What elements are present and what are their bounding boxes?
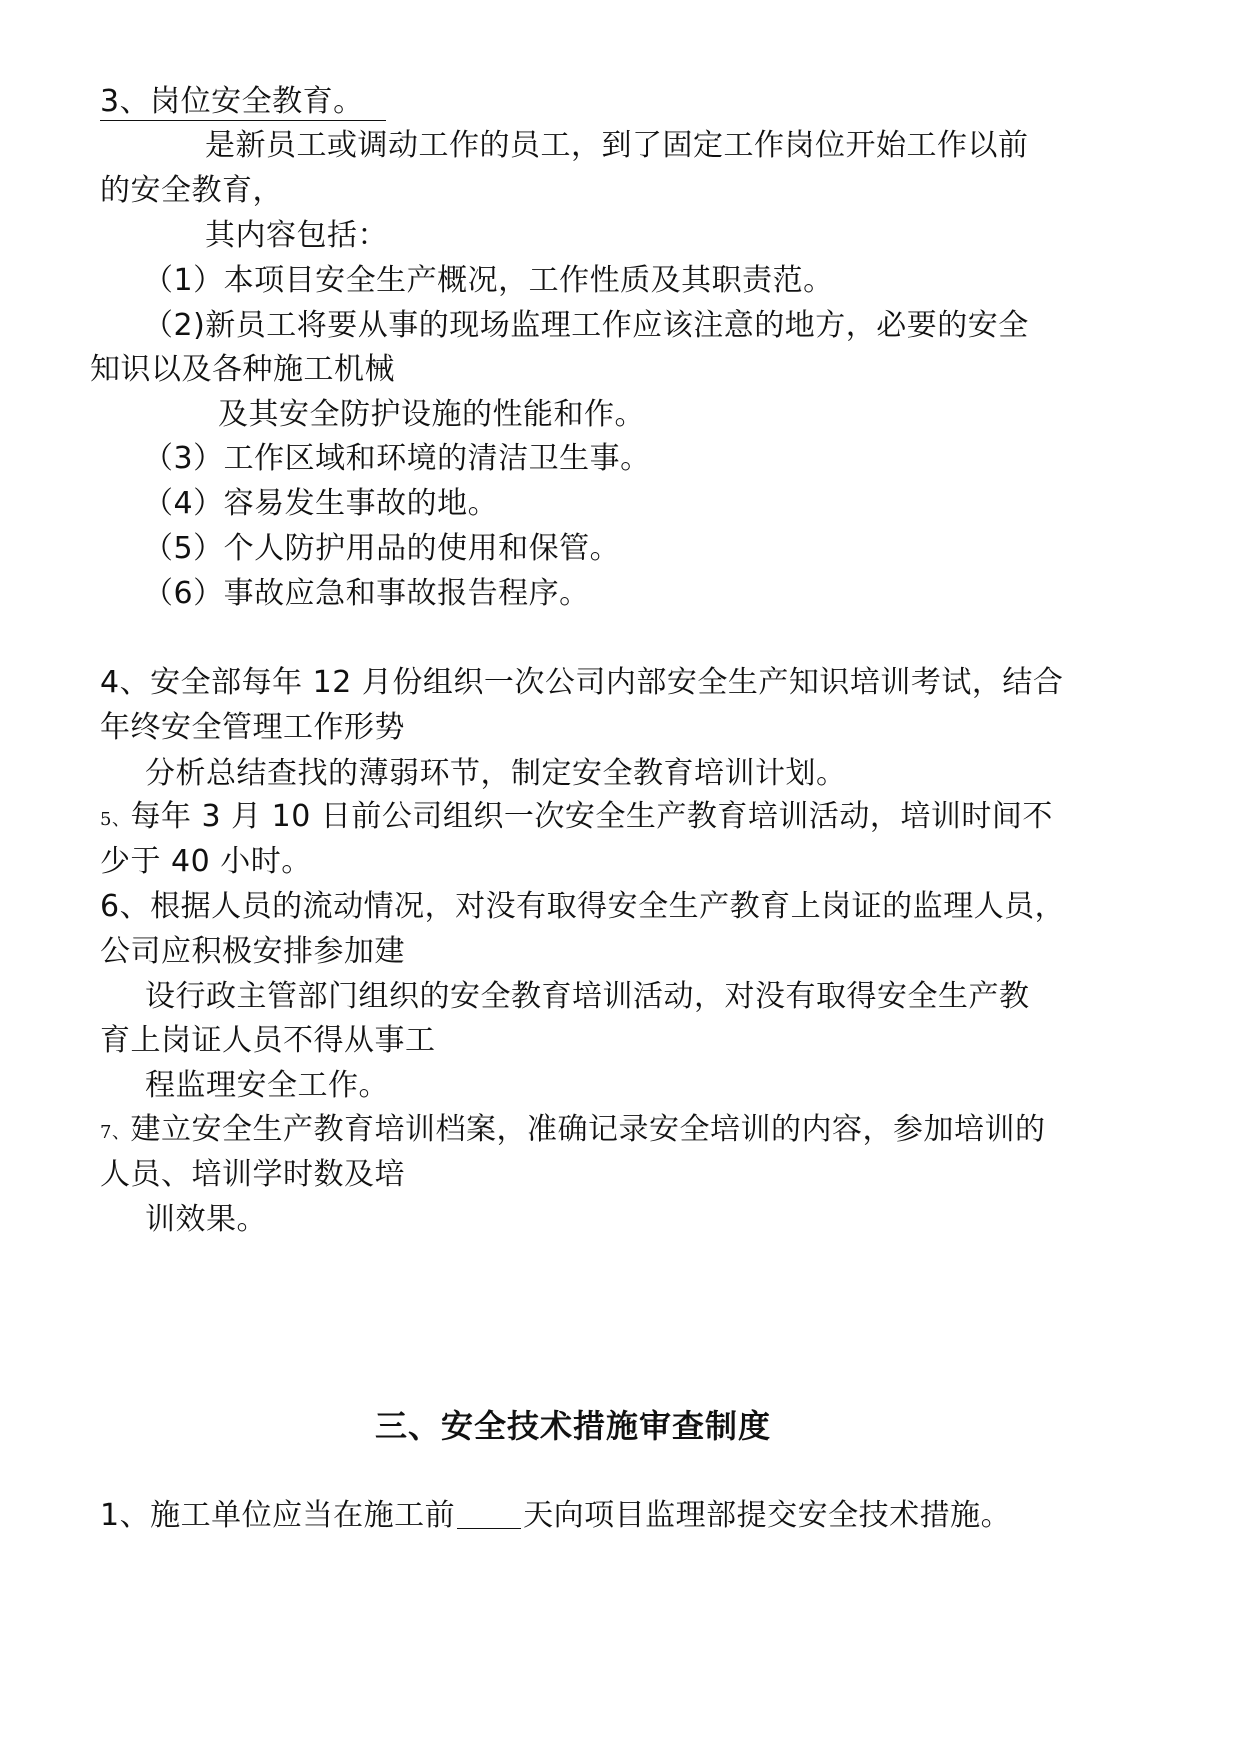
item3-point-2-cont: 知识以及各种施工机械 bbox=[90, 352, 395, 387]
item5-number: 5、 bbox=[100, 809, 131, 830]
item3-heading bbox=[100, 82, 386, 122]
item7-line1 bbox=[100, 1110, 1045, 1153]
item3-point-6: （6）事故应急和事故报告程序。 bbox=[143, 576, 590, 611]
item4-line3: 分析总结查找的薄弱环节，制定安全教育培训计划。 bbox=[145, 756, 847, 791]
item3-point-2: （2)新员工将要从事的现场监理工作应该注意的地方，必要的安全 bbox=[143, 308, 1029, 343]
item3-point-5: （5）个人防护用品的使用和保管。 bbox=[143, 531, 621, 566]
item3-content-lead: 其内容包括： bbox=[205, 218, 388, 253]
item4-line1: 4、安全部每年 12 月份组织一次公司内部安全生产知识培训考试，结合 bbox=[100, 665, 1064, 700]
item6-line4: 育上岗证人员不得从事工 bbox=[100, 1023, 436, 1058]
item3-point-3: （3）工作区域和环境的清洁卫生事。 bbox=[143, 441, 651, 476]
section3-item1 bbox=[100, 1496, 1011, 1536]
item3-point-1: （1）本项目安全生产概况，工作性质及其职责范。 bbox=[143, 263, 834, 298]
section3-item1-after: 天向项目监理部提交安全技术措施。 bbox=[523, 1498, 1012, 1533]
item3-intro-line1: 是新员工或调动工作的员工，到了固定工作岗位开始工作以前 bbox=[205, 128, 1029, 163]
item5-text: 每年 3 月 10 日前公司组织一次安全生产教育培训活动，培训时间不 bbox=[130, 799, 1053, 834]
item7-line3: 训效果。 bbox=[145, 1202, 267, 1237]
section3-item1-before: 1、施工单位应当在施工前 bbox=[100, 1498, 456, 1533]
item7-number: 7、 bbox=[100, 1122, 131, 1143]
item5-line2: 少于 40 小时。 bbox=[100, 844, 312, 879]
item6-line1: 6、根据人员的流动情况，对没有取得安全生产教育上岗证的监理人员， bbox=[100, 889, 1066, 924]
item7-line2: 人员、培训学时数及培 bbox=[100, 1157, 405, 1192]
item3-point-4: （4）容易发生事故的地。 bbox=[143, 486, 499, 521]
item4-line2: 年终安全管理工作形势 bbox=[100, 710, 405, 745]
item3-point-2-cont2: 及其安全防护设施的性能和作。 bbox=[218, 397, 645, 432]
item3-heading-text: 3、岗位安全教育。 bbox=[100, 84, 386, 121]
item6-line2: 公司应积极安排参加建 bbox=[100, 934, 405, 969]
days-blank bbox=[457, 1498, 521, 1529]
item6-line5: 程监理安全工作。 bbox=[145, 1068, 389, 1103]
section3-title: 三、安全技术措施审查制度 bbox=[375, 1407, 772, 1445]
item5-line1 bbox=[100, 797, 1053, 840]
item6-line3: 设行政主管部门组织的安全教育培训活动，对没有取得安全生产教 bbox=[145, 979, 1030, 1014]
item7-text: 建立安全生产教育培训档案，准确记录安全培训的内容，参加培训的 bbox=[130, 1112, 1046, 1147]
item3-intro-line2: 的安全教育， bbox=[100, 173, 283, 208]
